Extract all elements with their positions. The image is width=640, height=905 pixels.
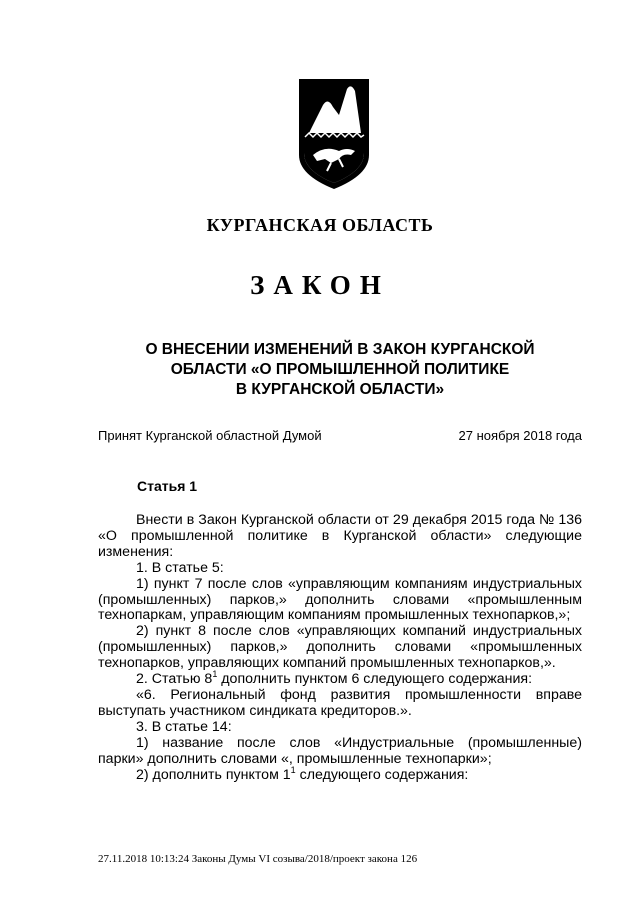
paragraph: Внести в Закон Курганской области от 29 декабря 2015 года № 136 «О промышленной политике в Курганской области» следующие изменения:	[98, 512, 582, 560]
paragraph	[98, 669, 582, 688]
paragraph	[98, 764, 582, 784]
adoption-line	[98, 428, 582, 443]
law-subject	[100, 340, 580, 400]
law-title: ЗАКОН	[250, 270, 390, 300]
law-subject-line: О ВНЕСЕНИИ ИЗМЕНЕНИЙ В ЗАКОН КУРГАНСКОЙ	[145, 341, 535, 358]
paragraph: 1) название после слов «Индустриальные (промышленные) парки» дополнить словами «, промышленные технопарки»;	[98, 734, 582, 767]
paragraph: 2) пункт 8 после слов «управляющих компаний индустриальных (промышленных) парков,» дополнить словами «промышленных технопарков, управляющих компаний промышленных технопарков,».	[98, 623, 582, 672]
paragraph-text: дополнить пунктом 6 следующего содержания:	[217, 671, 533, 688]
law-subject-line: В КУРГАНСКОЙ ОБЛАСТИ»	[235, 381, 445, 398]
article-body	[98, 513, 582, 783]
superscript: 1	[290, 764, 296, 775]
adopted-by: Принят Курганской областной Думой	[98, 428, 322, 443]
paragraph: 1) пункт 7 после слов «управляющим компаниям индустриальных (промышленных) парков,» дополнить словами «промышленным технопаркам, управляющим компаниям промышленных технопарков,»;	[98, 575, 582, 624]
law-subject-line: ОБЛАСТИ «О ПРОМЫШЛЕННОЙ ПОЛИТИКЕ	[170, 361, 510, 378]
paragraph: 1. В статье 5:	[136, 559, 224, 576]
adoption-date: 27 ноября 2018 года	[458, 428, 582, 443]
superscript: 1	[212, 669, 218, 680]
paragraph-text: следующего содержания:	[295, 766, 469, 783]
region-title: КУРГАНСКАЯ ОБЛАСТЬ	[206, 215, 434, 235]
coat-of-arms-icon	[295, 75, 373, 193]
article-title: Статья 1	[137, 478, 198, 494]
paragraph-text: 2. Статью 8	[136, 671, 213, 688]
paragraph: 3. В статье 14:	[136, 718, 232, 735]
paragraph: «6. Региональный фонд развития промышленности вправе выступать участником синдиката кредиторов.».	[98, 686, 582, 719]
paragraph-text: 2) дополнить пунктом 1	[136, 766, 291, 783]
footer-stamp: 27.11.2018 10:13:24 Законы Думы VI созыва/2018/проект закона 126	[98, 853, 418, 865]
